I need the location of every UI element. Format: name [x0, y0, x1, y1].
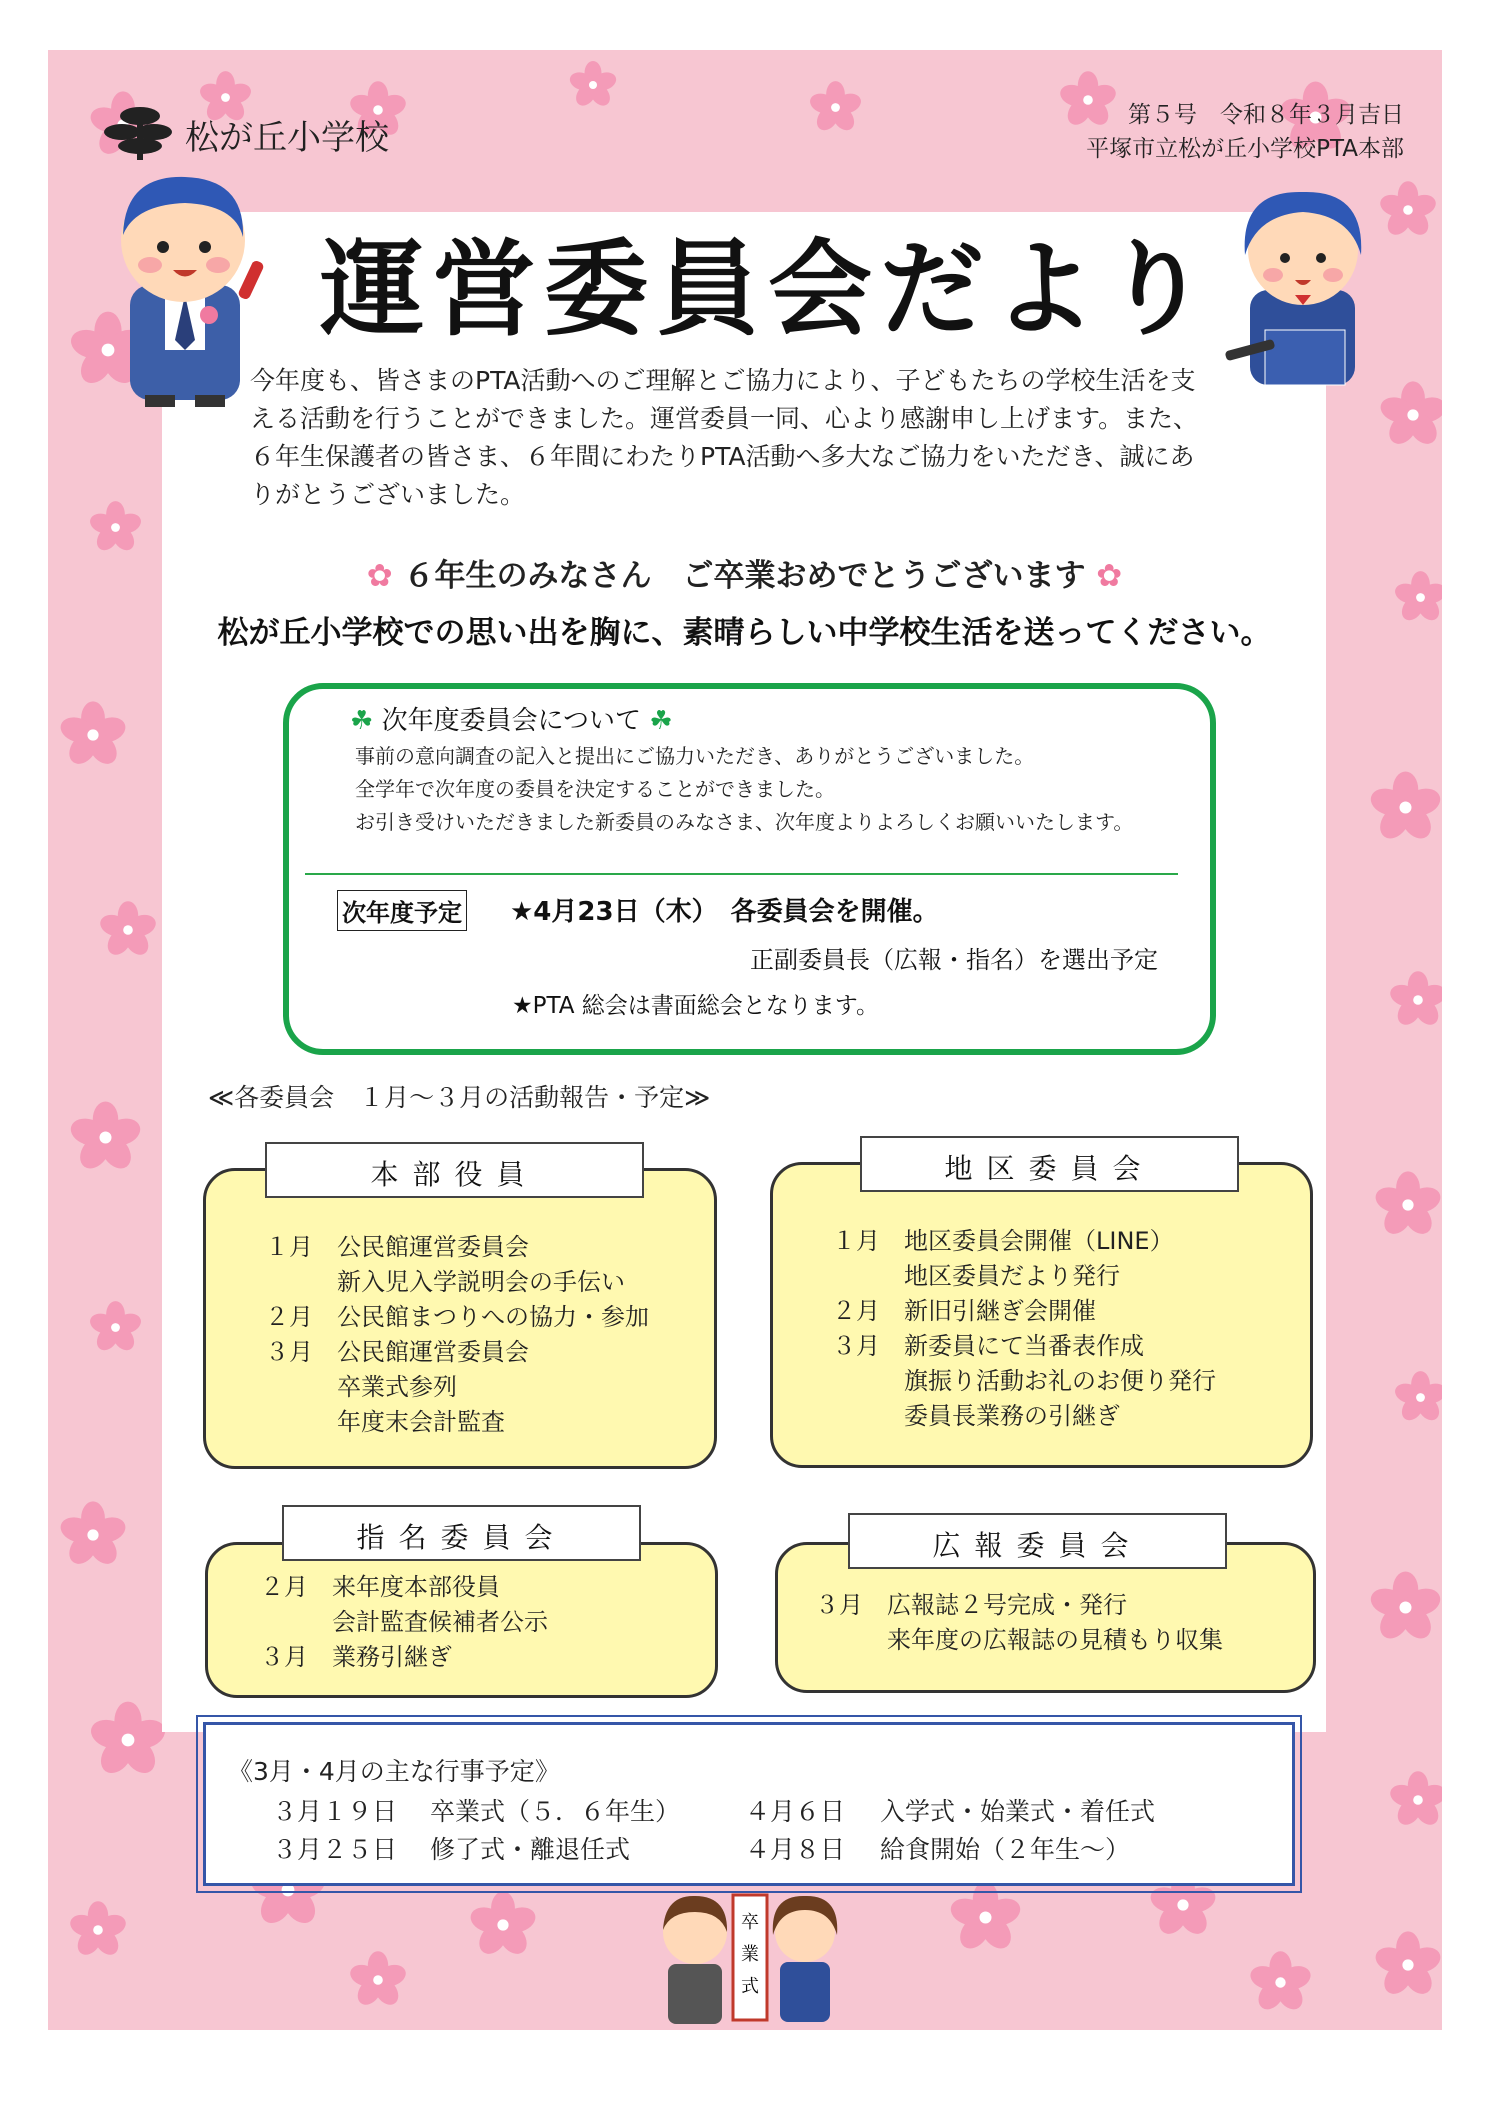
- schedule-pta: ★PTA 総会は書面総会となります。: [512, 993, 879, 1019]
- activity-month: １月: [832, 1227, 880, 1255]
- activity-text: 公民館運営委員会: [337, 1233, 529, 1261]
- activity-text: 公民館まつりへの協力・参加: [337, 1303, 649, 1331]
- sakura-icon: [1393, 1370, 1442, 1425]
- sakura-icon: [808, 80, 863, 135]
- next-committee-heading: 次年度委員会について: [381, 706, 642, 736]
- event-date: ４月８日: [745, 1835, 846, 1864]
- activity-month: ２月: [260, 1573, 308, 1601]
- sakura-icon: ✿: [1085, 558, 1123, 594]
- sakura-icon: ✿: [366, 558, 404, 594]
- activity-item: [832, 1399, 1216, 1434]
- sakura-icon: [348, 1950, 408, 2010]
- kouhou-activity-list: [815, 1588, 1223, 1658]
- chiku-activity-list: [832, 1224, 1216, 1434]
- activity-item: [260, 1605, 548, 1640]
- intro-paragraph: 今年度も、皆さまのPTA活動へのご理解とご協力により、子どもたちの学校生活を支える活動を行うことができました。運営委員一同、心より感謝申し上げます。また、６年生保護者の皆さま、６年間にわたりPTA活動へ多大なご協力をいただき、誠にありがとうございました。: [250, 366, 1199, 509]
- activity-text: 会計監査候補者公示: [332, 1608, 548, 1636]
- activity-item: [265, 1335, 649, 1370]
- committee-name: 広報委員会: [932, 1529, 1143, 1562]
- committee-name: 指名委員会: [356, 1521, 567, 1554]
- activity-text: 卒業式参列: [337, 1373, 457, 1401]
- event-date: ３月２５日: [272, 1835, 398, 1864]
- sakura-icon: [1368, 770, 1442, 845]
- sakura-icon: [58, 1500, 128, 1570]
- sakura-icon: [468, 1890, 538, 1960]
- activity-item: [832, 1294, 1216, 1329]
- activity-text: 来年度の広報誌の見積もり収集: [887, 1626, 1223, 1654]
- activity-section-title: ≪各委員会 １月～３月の活動報告・予定≫: [208, 1083, 711, 1112]
- shimei-activity-list: [260, 1570, 548, 1675]
- sakura-icon: [68, 1900, 128, 1960]
- next-committee-title: [350, 700, 673, 737]
- next-committee-line: お引き受けいただきました新委員のみなさま、次年度よりよろしくお願いいたします。: [355, 810, 1134, 834]
- clover-icon: ☘: [350, 706, 382, 736]
- graduation-congrats: [0, 550, 1489, 595]
- schedule-main: ★4月23日（木） 各委員会を開催。: [510, 897, 939, 927]
- sakura-icon: [58, 700, 128, 770]
- graduation-ceremony-illustration: [650, 1890, 850, 2040]
- sign-char: 式: [741, 1976, 759, 1997]
- activity-text: 来年度本部役員: [332, 1573, 500, 1601]
- sign-char: 業: [741, 1944, 759, 1965]
- activity-item: [265, 1300, 649, 1335]
- activity-month: １月: [265, 1233, 313, 1261]
- graduation-line-2: 松が丘小学校での思い出を胸に、素晴らしい中学校生活を送ってください。: [217, 615, 1272, 651]
- schedule-sub: 正副委員長（広報・指名）を選出予定: [750, 946, 1158, 974]
- event-name: 入学式・始業式・着任式: [880, 1797, 1156, 1826]
- activity-month: ２月: [832, 1297, 880, 1325]
- activity-text: 業務引継ぎ: [332, 1643, 452, 1671]
- activity-item: [260, 1570, 548, 1605]
- activity-item: [832, 1364, 1216, 1399]
- page-title: 運営委員会だより: [320, 228, 1217, 350]
- sakura-icon: [568, 60, 618, 110]
- activity-month: ３月: [265, 1338, 313, 1366]
- event-item: [272, 1792, 680, 1828]
- sakura-icon: [88, 1300, 143, 1355]
- sakura-icon: [1248, 1950, 1313, 2015]
- committee-name: 地区委員会: [944, 1152, 1155, 1185]
- activity-text: 委員長業務の引継ぎ: [904, 1402, 1120, 1430]
- activity-month: ３月: [815, 1591, 863, 1619]
- activity-text: 広報誌２号完成・発行: [887, 1591, 1127, 1619]
- activity-item: [832, 1259, 1216, 1294]
- activity-item: [265, 1265, 649, 1300]
- issue-info: [1086, 98, 1404, 166]
- event-item: [272, 1830, 630, 1866]
- honbu-committee-banner: [265, 1142, 644, 1198]
- next-committee-line: 全学年で次年度の委員を決定することができました。: [355, 777, 835, 801]
- school-name: 松が丘小学校: [185, 118, 389, 158]
- event-date: ３月１９日: [272, 1797, 398, 1826]
- activity-item: [265, 1230, 649, 1265]
- activity-text: 年度末会計監査: [337, 1408, 505, 1436]
- honbu-activity-list: [265, 1230, 649, 1440]
- schedule-tag: 次年度予定: [337, 890, 467, 931]
- activity-item: [815, 1623, 1223, 1658]
- divider: [305, 873, 1178, 875]
- sakura-icon: [98, 900, 158, 960]
- sakura-icon: [88, 500, 143, 555]
- activity-text: 地区委員だより発行: [904, 1262, 1120, 1290]
- sign-char: 卒: [741, 1912, 759, 1933]
- activity-month: ２月: [265, 1303, 313, 1331]
- sakura-icon: [1368, 1570, 1442, 1645]
- chiku-committee-banner: [860, 1136, 1239, 1192]
- activity-item: [260, 1640, 548, 1675]
- activity-text: 新旧引継ぎ会開催: [904, 1297, 1096, 1325]
- shimei-committee-banner: [282, 1505, 641, 1561]
- events-title: 《3月・4月の主な行事予定》: [228, 1757, 560, 1786]
- activity-item: [265, 1405, 649, 1440]
- event-name: 修了式・離退任式: [430, 1835, 631, 1864]
- activity-item: [815, 1588, 1223, 1623]
- committee-name: 本部役員: [370, 1158, 539, 1191]
- event-name: 卒業式（５．６年生）: [430, 1797, 681, 1826]
- activity-item: [832, 1329, 1216, 1364]
- sakura-icon: [88, 1700, 168, 1780]
- kouhou-committee-banner: [848, 1513, 1227, 1569]
- event-item: [745, 1830, 1130, 1866]
- activity-item: [832, 1224, 1216, 1259]
- pine-tree-logo-icon: [100, 102, 178, 162]
- sakura-icon: [1373, 1170, 1442, 1240]
- activity-item: [265, 1370, 649, 1405]
- activity-month: ３月: [832, 1332, 880, 1360]
- event-item: [745, 1792, 1155, 1828]
- activity-month: ３月: [260, 1643, 308, 1671]
- sakura-icon: [948, 1880, 1023, 1955]
- activity-text: 地区委員会開催（LINE）: [904, 1227, 1174, 1255]
- activity-text: 旗振り活動お礼のお便り発行: [904, 1367, 1216, 1395]
- sakura-icon: [68, 1100, 143, 1175]
- girl-student-illustration: [1225, 180, 1400, 395]
- publisher: 平塚市立松が丘小学校PTA本部: [1086, 136, 1404, 162]
- sakura-icon: [1388, 970, 1442, 1030]
- graduation-line-1: ６年生のみなさん ご卒業おめでとうございます: [403, 558, 1086, 594]
- clover-icon: ☘: [641, 706, 673, 736]
- issue-line: 第５号 令和８年３月吉日: [1128, 102, 1404, 128]
- activity-text: 新入児入学説明会の手伝い: [337, 1268, 625, 1296]
- event-name: 給食開始（２年生～）: [880, 1835, 1131, 1864]
- activity-text: 公民館運営委員会: [337, 1338, 529, 1366]
- sakura-icon: [1373, 1930, 1442, 2000]
- activity-text: 新委員にて当番表作成: [904, 1332, 1144, 1360]
- next-committee-line: 事前の意向調査の記入と提出にご協力いただき、ありがとうございました。: [355, 744, 1035, 768]
- sakura-icon: [1388, 1770, 1442, 1830]
- event-date: ４月６日: [745, 1797, 846, 1826]
